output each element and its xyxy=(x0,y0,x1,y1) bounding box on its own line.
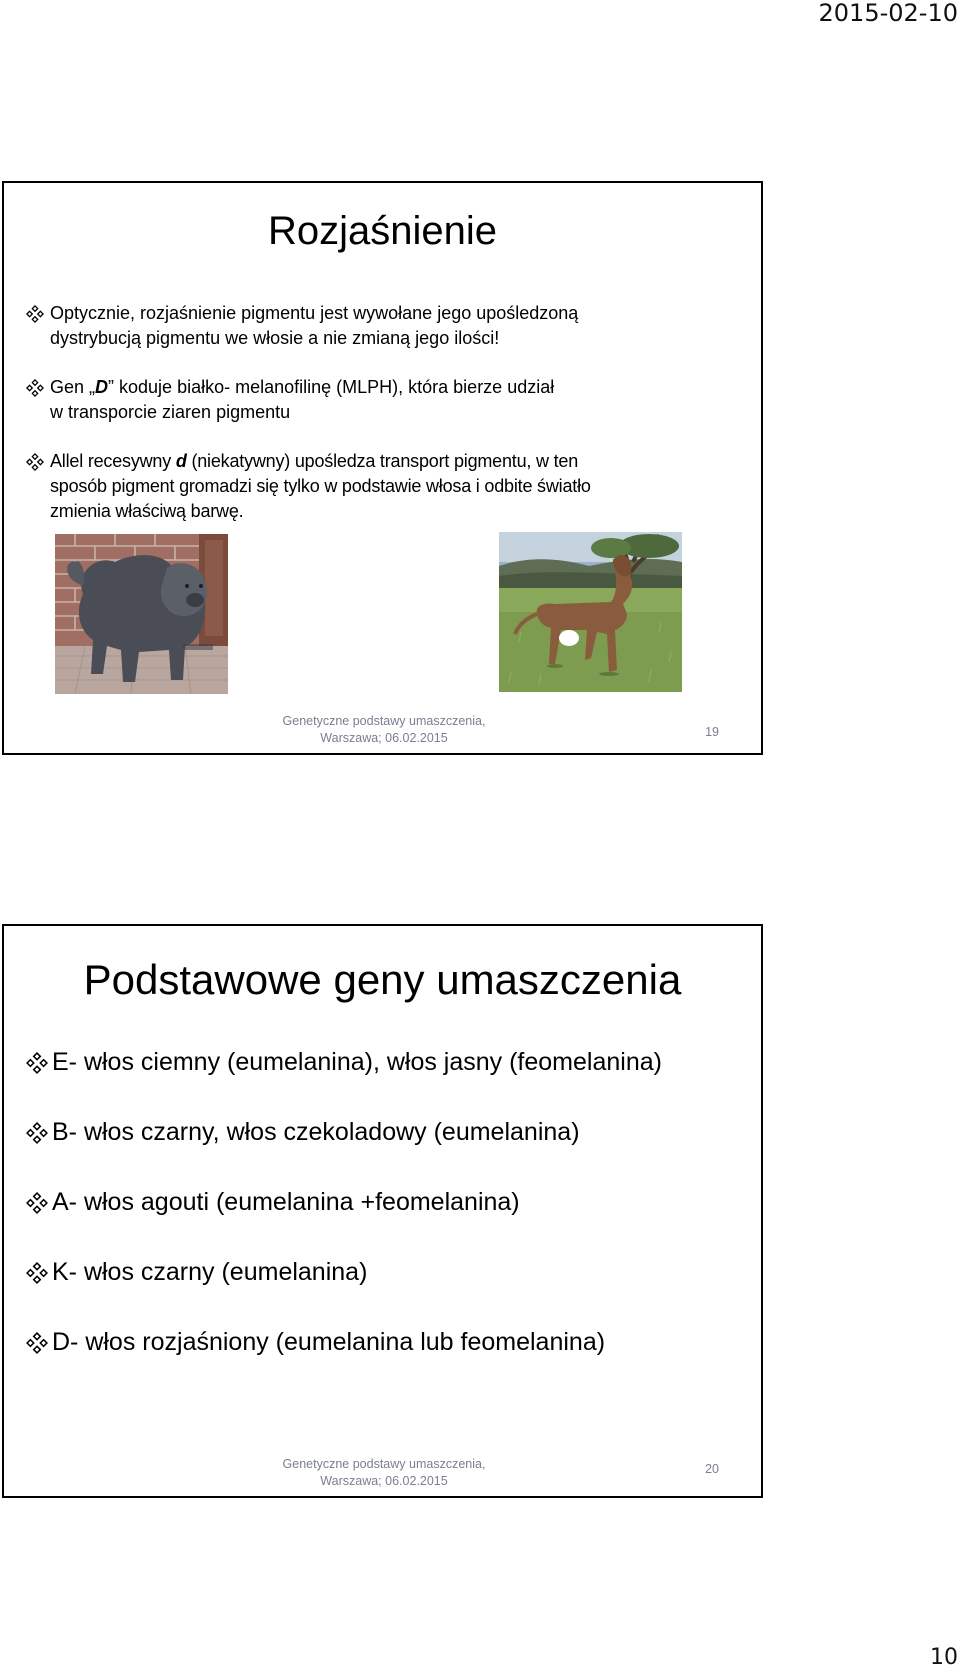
bullet-item xyxy=(26,1256,741,1288)
bullet-line: zmienia właściwą barwę. xyxy=(50,501,244,521)
photo-blue-chow-chow xyxy=(55,534,228,694)
bullet-item xyxy=(26,1326,741,1358)
bullet-text: A- włos agouti (eumelanina +feomelanina) xyxy=(52,1188,520,1216)
footer-line: Genetyczne podstawy umaszczenia, xyxy=(282,714,486,728)
bullet-text: K- włos czarny (eumelanina) xyxy=(52,1258,368,1286)
bullet-text: (niekatywny) upośledza transport pigmentu, w ten xyxy=(186,451,579,471)
photo-dilute-brown-dog xyxy=(499,532,682,692)
slide-footer xyxy=(254,713,514,747)
four-diamond-bullet-icon xyxy=(26,1262,48,1284)
bullet-item xyxy=(26,301,741,351)
bullet-item xyxy=(26,1046,741,1078)
slide-number: 20 xyxy=(705,1462,719,1476)
slide-podstawowe-geny xyxy=(2,924,763,1498)
bullet-item xyxy=(26,375,741,425)
slide-number: 19 xyxy=(705,725,719,739)
bullet-item xyxy=(26,1116,741,1148)
four-diamond-bullet-icon xyxy=(26,305,44,323)
bullet-item xyxy=(26,1186,741,1218)
page-number: 10 xyxy=(930,1645,958,1670)
footer-line: Genetyczne podstawy umaszczenia, xyxy=(282,1457,486,1471)
bullet-text: Allel recesywny xyxy=(50,451,176,471)
four-diamond-bullet-icon xyxy=(26,1192,48,1214)
four-diamond-bullet-icon xyxy=(26,1332,48,1354)
bullet-text: D- włos rozjaśniony (eumelanina lub feomelanina) xyxy=(52,1328,606,1356)
slide-rozjasnienie xyxy=(2,181,763,755)
page-date: 2015-02-10 xyxy=(818,0,958,27)
four-diamond-bullet-icon xyxy=(26,1052,48,1074)
four-diamond-bullet-icon xyxy=(26,379,44,397)
bullet-text: ” koduje białko- melanofilinę (MLPH), która bierze udział xyxy=(108,377,555,397)
bullet-text: B- włos czarny, włos czekoladowy (eumelanina) xyxy=(52,1118,580,1146)
slide-title: Rozjaśnienie xyxy=(267,209,498,253)
bullet-line: w transporcie ziaren pigmentu xyxy=(50,402,291,422)
bullet-line: sposób pigment gromadzi się tylko w podstawie włosa i odbite światło xyxy=(50,476,591,496)
bullet-text: E- włos ciemny (eumelanina), włos jasny (feomelanina) xyxy=(52,1048,662,1076)
four-diamond-bullet-icon xyxy=(26,1122,48,1144)
bullet-line: dystrybucją pigmentu we włosie a nie zmianą jego ilości! xyxy=(50,328,500,348)
gene-symbol: d xyxy=(175,451,187,471)
four-diamond-bullet-icon xyxy=(26,453,44,471)
bullet-list xyxy=(26,1046,741,1396)
slide-title: Podstawowe geny umaszczenia xyxy=(83,956,682,1003)
bullet-list xyxy=(26,301,741,548)
slide-footer xyxy=(254,1456,514,1490)
gene-symbol: D xyxy=(95,377,109,397)
bullet-item xyxy=(26,449,741,524)
footer-line: Warszawa; 06.02.2015 xyxy=(320,731,448,745)
footer-line: Warszawa; 06.02.2015 xyxy=(320,1474,448,1488)
bullet-line: Optycznie, rozjaśnienie pigmentu jest wywołane jego upośledzoną xyxy=(50,303,579,323)
bullet-text: Gen „ xyxy=(50,377,96,397)
